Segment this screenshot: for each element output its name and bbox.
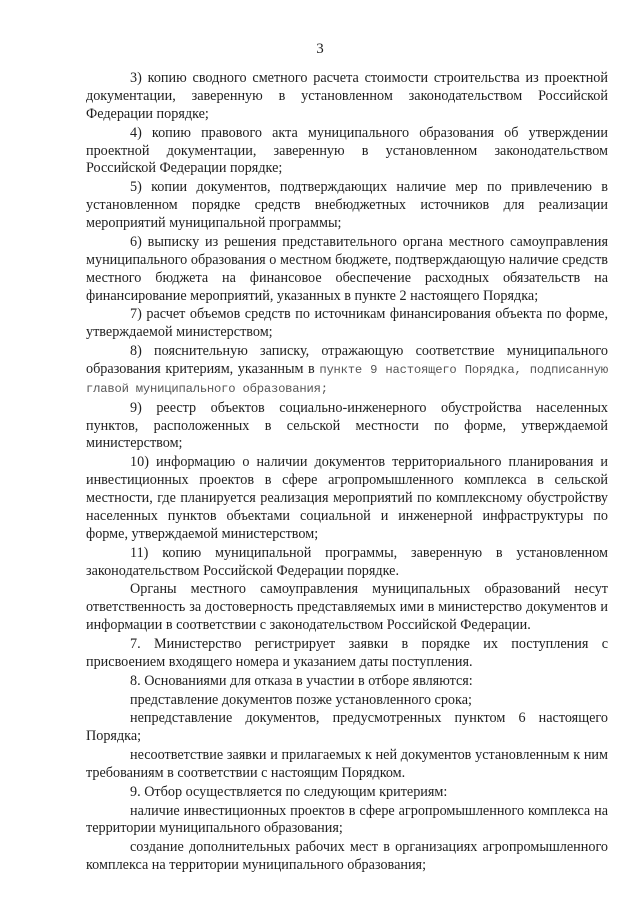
page-number: 3 — [316, 41, 324, 57]
paragraph-clause-7: 7. Министерство регистрирует заявки в порядке их поступления с присвоением входящего номера и указанием даты поступления. — [86, 636, 608, 670]
paragraph-item-9: 9) реестр объектов социально-инженерного обустройства населенных пунктов, расположенных в сельской местности по форме, утверждаемой министерством; — [86, 399, 608, 452]
paragraph-clause-9: 9. Отбор осуществляется по следующим критериям: — [130, 783, 448, 800]
paragraph-item-7: 7) расчет объемов средств по источникам финансирования объекта по форме, утверждаемой министерством; — [86, 306, 608, 341]
paragraph-responsibility: Органы местного самоуправления муниципальных образований несут ответственность за достоверность представляемых ими в министерство документов и информации в соответствии с законодательством Российской Федерации. — [86, 581, 608, 634]
paragraph-refusal-ground-2: непредставление документов, предусмотренных пунктом 6 настоящего Порядка; — [86, 710, 608, 745]
paragraph-refusal-ground-1: представление документов позже установленного срока; — [130, 691, 472, 708]
paragraph-item-10: 10) информацию о наличии документов территориального планирования и инвестиционных проектов в сфере агропромышленного комплекса в сельской местности, где планируется реализация мероприятий по комплексному обустройству населенных пунктов объектами социальной и инженерной инфраструктуры по форме, утверждаемой министерством; — [86, 454, 608, 542]
paragraph-item-11: 11) копию муниципальной программы, заверенную в установленном законодательством Российской Федерации порядке. — [86, 544, 608, 579]
document-body — [86, 70, 608, 876]
paragraph-item-8-typed-text: пункте 9 настоящего Порядка, подписанную главой муниципального образования; — [86, 362, 608, 396]
paragraph-item-4: 4) копию правового акта муниципального образования об утверждении проектной документации, заверенную в установленном законодательством Российской Федерации порядке; — [86, 124, 608, 177]
paragraph-item-6: 6) выписку из решения представительного органа местного самоуправления муниципального образования о местном бюджете, подтверждающую наличие средств местного бюджета на финансовое обеспечение расходных обязательств на финансирование мероприятий, указанных в пункте 2 настоящего Порядка; — [86, 233, 608, 304]
paragraph-item-8-text: 8) пояснительную записку, отражающую соответствие муниципального образования критериям, указанным в — [86, 343, 608, 377]
paragraph-clause-8: 8. Основаниями для отказа в участии в отборе являются: — [130, 672, 473, 689]
paragraph-item-3: 3) копию сводного сметного расчета стоимости строительства из проектной документации, заверенную в установленном законодательством Российской Федерации порядке; — [86, 70, 608, 122]
paragraph-criterion-1: наличие инвестиционных проектов в сфере агропромышленного комплекса на территории муниципального образования; — [86, 802, 608, 837]
paragraph-criterion-2: создание дополнительных рабочих мест в организациях агропромышленного комплекса на территории муниципального образования; — [86, 839, 608, 874]
paragraph-item-5: 5) копии документов, подтверждающих наличие мер по привлечению в установленном порядке средств внебюджетных источников для реализации мероприятий муниципальной программы; — [86, 179, 608, 232]
paragraph-refusal-ground-3: несоответствие заявки и прилагаемых к ней документов установленным к ним требованиям в соответствии с настоящим Порядком. — [86, 747, 608, 781]
paragraph-item-8 — [86, 343, 608, 399]
